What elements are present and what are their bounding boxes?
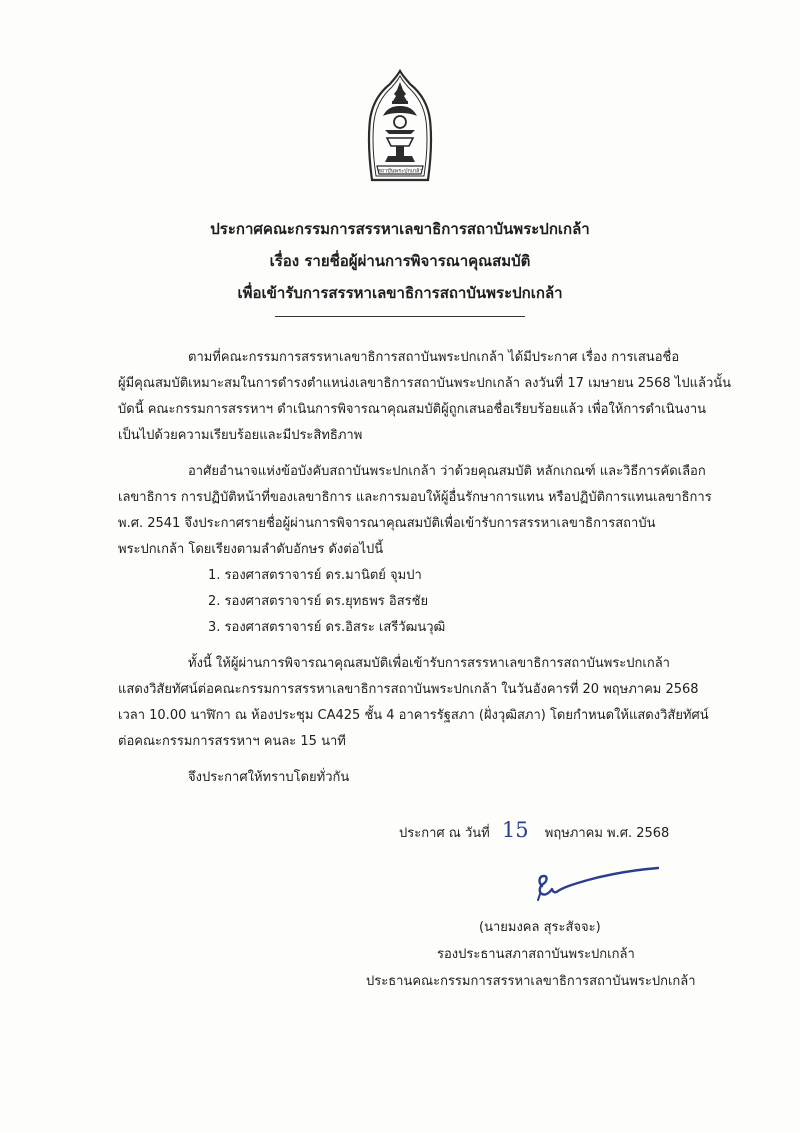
para3-line: แสดงวิสัยทัศน์ต่อคณะกรรมการสรรหาเลขาธิการสถาบันพระปกเกล้า ในวันอังคารที่ 20 พฤษภาคม 2568 — [118, 682, 699, 697]
announcement-title: ประกาศคณะกรรมการสรรหาเลขาธิการสถาบันพระปกเกล้า — [210, 220, 590, 238]
para2-line: เลขาธิการ การปฏิบัติหน้าที่ของเลขาธิการ และการมอบให้ผู้อื่นรักษาการแทน หรือปฏิบัติการแทนเลขาธิการ — [118, 490, 712, 505]
candidate-item: 2. รองศาสตราจารย์ ดร.ยุทธพร อิสรชัย — [208, 594, 429, 609]
para1-line: บัดนี้ คณะกรรมการสรรหาฯ ดำเนินการพิจารณาคุณสมบัติผู้ถูกเสนอชื่อเรียบร้อยแล้ว เพื่อให้การดำเนินงาน — [118, 402, 707, 417]
para1-line: ผู้มีคุณสมบัติเหมาะสมในการดำรงตำแหน่งเลขาธิการสถาบันพระปกเกล้า ลงวันที่ 17 เมษายน 2568 ไปแล้วนั้น — [118, 376, 732, 391]
handwritten-day: 15 — [501, 818, 529, 842]
para2-line: พ.ศ. 2541 จึงประกาศรายชื่อผู้ผ่านการพิจารณาคุณสมบัติเพื่อเข้ารับการสรรหาเลขาธิการสถาบัน — [118, 516, 656, 531]
handwritten-signature — [530, 862, 665, 902]
header-divider — [275, 316, 525, 317]
date-prefix: ประกาศ ณ วันที่ — [399, 826, 490, 841]
para1-line: เป็นไปด้วยความเรียบร้อยและมีประสิทธิภาพ — [118, 428, 363, 443]
date-line — [399, 818, 669, 843]
candidate-item: 3. รองศาสตราจารย์ ดร.อิสระ เสรีวัฒนวุฒิ — [208, 620, 446, 635]
subject-line: เรื่อง รายชื่อผู้ผ่านการพิจารณาคุณสมบัติ — [269, 252, 531, 270]
signatory-title-2: ประธานคณะกรรมการสรรหาเลขาธิการสถาบันพระปกเกล้า — [366, 974, 696, 989]
date-suffix: พฤษภาคม พ.ศ. 2568 — [544, 826, 670, 841]
para1-line: ตามที่คณะกรรมการสรรหาเลขาธิการสถาบันพระปกเกล้า ได้มีประกาศ เรื่อง การเสนอชื่อ — [188, 350, 680, 365]
para2-line: พระปกเกล้า โดยเรียงตามลำดับอักษร ดังต่อไปนี้ — [118, 542, 384, 557]
signatory-name: (นายมงคล สุระสัจจะ) — [479, 920, 601, 935]
subject-line-2: เพื่อเข้ารับการสรรหาเลขาธิการสถาบันพระปกเกล้า — [237, 284, 563, 302]
king-prajadhipok-institute-seal-icon — [363, 68, 437, 186]
closing-line: จึงประกาศให้ทราบโดยทั่วกัน — [188, 770, 350, 785]
signatory-title-1: รองประธานสภาสถาบันพระปกเกล้า — [437, 947, 635, 962]
candidate-item: 1. รองศาสตราจารย์ ดร.มานิตย์ จุมปา — [208, 568, 422, 583]
para3-line: ทั้งนี้ ให้ผู้ผ่านการพิจารณาคุณสมบัติเพื่อเข้ารับการสรรหาเลขาธิการสถาบันพระปกเกล้า — [188, 656, 670, 671]
para3-line: ต่อคณะกรรมการสรรหาฯ คนละ 15 นาที — [118, 734, 346, 749]
para2-line: อาศัยอำนาจแห่งข้อบังคับสถาบันพระปกเกล้า ว่าด้วยคุณสมบัติ หลักเกณฑ์ และวิธีการคัดเลือก — [188, 464, 706, 479]
seal-inscription: สถาบันพระปกเกล้า — [377, 168, 423, 175]
para3-line: เวลา 10.00 นาฬิกา ณ ห้องประชุม CA425 ชั้น 4 อาคารรัฐสภา (ฝั่งวุฒิสภา) โดยกำหนดให้แสดงวิสัยทัศน์ — [118, 708, 709, 723]
